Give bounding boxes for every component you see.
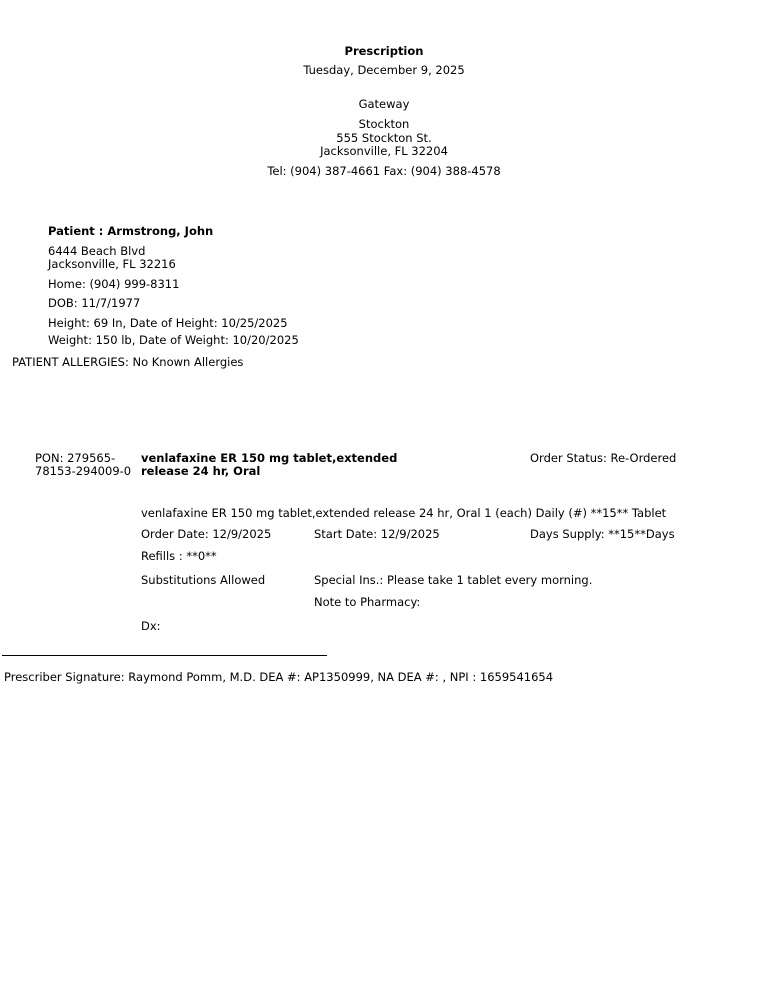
prescription-date: Tuesday, December 9, 2025 [303, 63, 465, 77]
sig-instructions: venlafaxine ER 150 mg tablet,extended release 24 hr, Oral 1 (each) Daily (#) **15** Tablet [141, 506, 667, 520]
note-to-pharmacy: Note to Pharmacy: [314, 595, 421, 609]
patient-weight: Weight: 150 lb, Date of Weight: 10/20/2025 [48, 333, 299, 347]
special-instructions: Special Ins.: Please take 1 tablet every morning. [314, 573, 593, 587]
patient-dob: DOB: 11/7/1977 [48, 296, 141, 310]
patient-name: Patient : Armstrong, John [48, 224, 214, 238]
prescriber-signature: Prescriber Signature: Raymond Pomm, M.D. DEA #: AP1350999, NA DEA #: , NPI : 1659541654 [4, 670, 554, 684]
patient-address-line1: 6444 Beach Blvd [48, 244, 146, 258]
patient-allergies: PATIENT ALLERGIES: No Known Allergies [12, 355, 244, 369]
diagnosis: Dx: [141, 619, 161, 633]
order-status: Order Status: Re-Ordered [530, 451, 677, 465]
order-date: Order Date: 12/9/2025 [141, 527, 272, 541]
start-date: Start Date: 12/9/2025 [314, 527, 440, 541]
document-title: Prescription [344, 44, 424, 58]
substitutions: Substitutions Allowed [141, 573, 266, 587]
pharmacy-name: Gateway [358, 97, 410, 111]
pon-line2: 78153-294009-0 [35, 464, 132, 478]
patient-home-phone: Home: (904) 999-8311 [48, 277, 180, 291]
drug-name-line1: venlafaxine ER 150 mg tablet,extended [141, 451, 398, 465]
location-address-line2: Jacksonville, FL 32204 [320, 144, 448, 158]
patient-height: Height: 69 In, Date of Height: 10/25/2025 [48, 316, 288, 330]
patient-address-line2: Jacksonville, FL 32216 [48, 257, 176, 271]
refills: Refills : **0** [141, 549, 217, 563]
location-name: Stockton [358, 117, 410, 131]
days-supply: Days Supply: **15**Days [530, 527, 675, 541]
pon-line1: PON: 279565- [35, 451, 116, 465]
signature-line [2, 655, 327, 656]
location-phone-fax: Tel: (904) 387-4661 Fax: (904) 388-4578 [267, 164, 501, 178]
location-address-line1: 555 Stockton St. [336, 131, 432, 145]
drug-name-line2: release 24 hr, Oral [141, 464, 261, 478]
